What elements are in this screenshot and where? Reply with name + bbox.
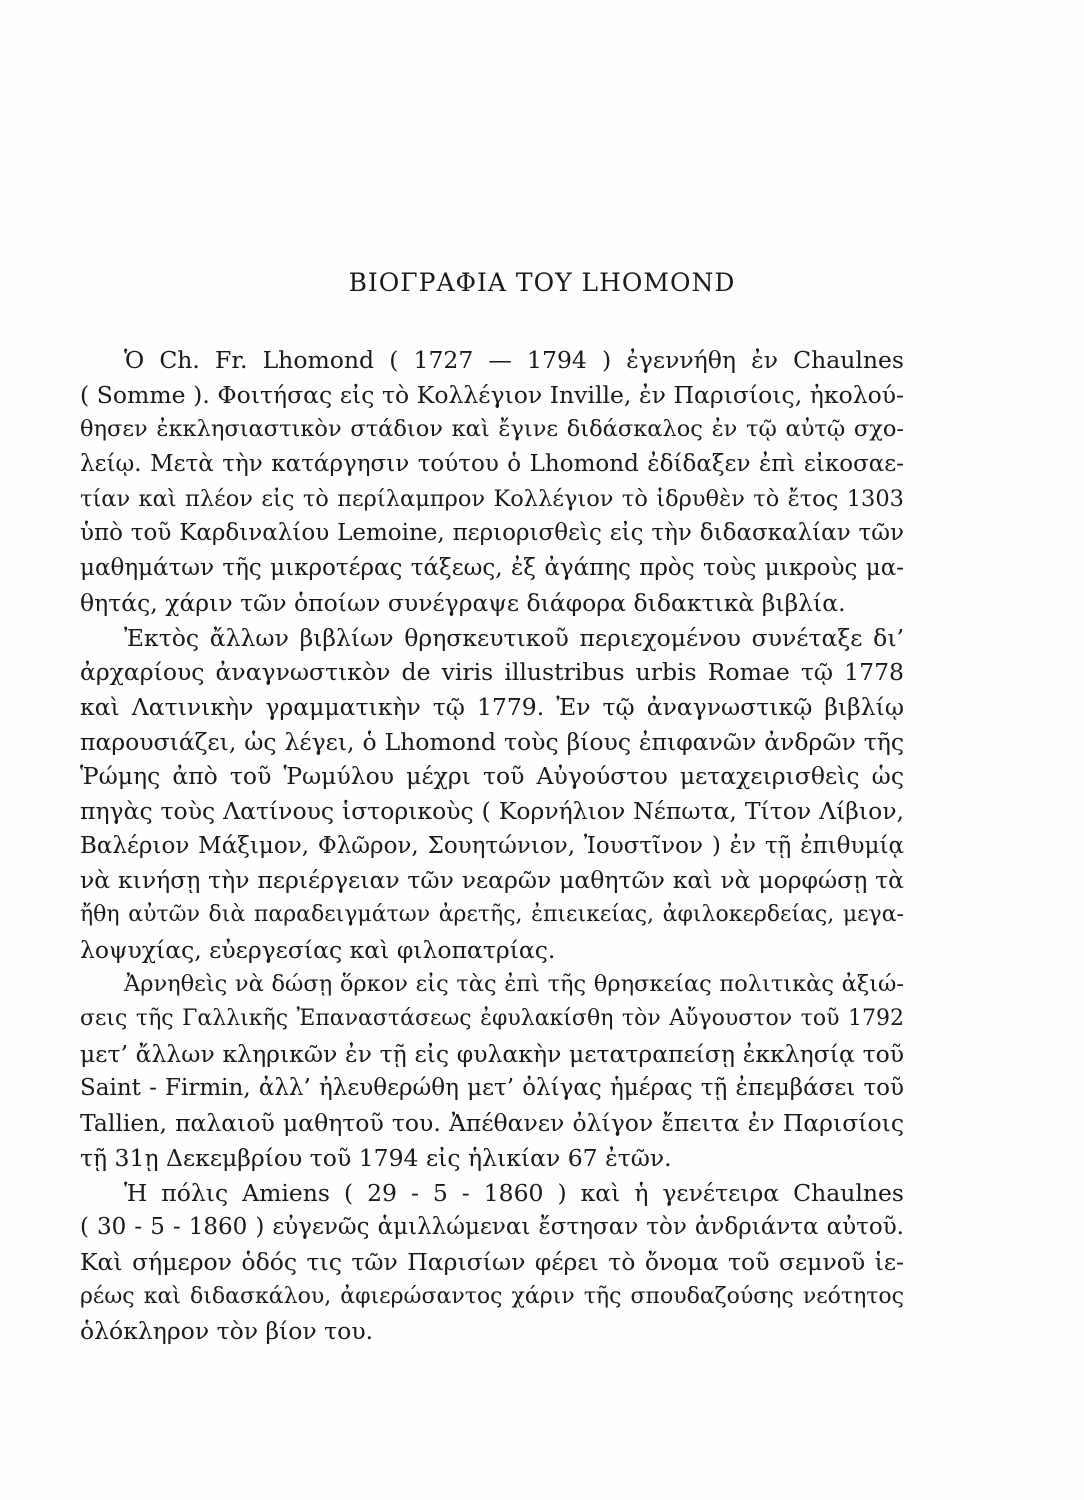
- text-line: πηγὰς τοὺς Λατίνους ἱστορικοὺς ( Κορνήλιον Νέπωτα, Τίτον Λίβιον,: [80, 796, 904, 825]
- text-line: Ἀρνηθεὶς νὰ δώσῃ ὅρκον εἰς τὰς ἐπὶ τῆς θρησκείας πολιτικὰς ἀξιώ-: [124, 971, 904, 998]
- biography-text: [80, 343, 904, 1349]
- text-line: Saint - Firmin, ἀλλ’ ἠλευθερώθη μετ’ ὀλίγας ἡμέρας τῇ ἐπεμβάσει τοῦ: [80, 1075, 904, 1102]
- text-line: Ὁ Ch. Fr. Lhomond ( 1727 — 1794 ) ἐγεννήθη ἐν Chaulnes: [124, 346, 904, 374]
- text-line: ρέως καὶ διδασκάλου, ἀφιερώσαντος χάριν τῆς σπουδαζούσης νεότητος: [80, 1283, 904, 1309]
- text-line: ὁλόκληρον τὸν βίον του.: [80, 1317, 374, 1346]
- text-line: Καὶ σήμερον ὁδός τις τῶν Παρισίων φέρει τὸ ὄνομα τοῦ σεμνοῦ ἱε-: [80, 1247, 904, 1276]
- text-line: σεις τῆς Γαλλικῆς Ἐπαναστάσεως ἐφυλακίσθη τὸν Αὔγουστον τοῦ 1792: [80, 1006, 904, 1032]
- text-line: θησεν ἐκκλησιαστικὸν στάδιον καὶ ἔγινε διδάσκαλος ἐν τῷ αὐτῷ σχο-: [80, 416, 904, 443]
- text-line: Ἐκτὸς ἄλλων βιβλίων θρησκευτικοῦ περιεχομένου συνέταξε δι’: [124, 623, 904, 652]
- text-line: Ἡ πόλις Amiens ( 29 - 5 - 1860 ) καὶ ἡ γενέτειρα Chaulnes: [124, 1178, 904, 1207]
- text-line: Βαλέριον Μάξιμον, Φλῶρον, Σουητώνιον, Ἰουστῖνον ) ἐν τῇ ἐπιθυμίᾳ: [80, 832, 904, 859]
- text-line: Ῥώμης ἀπὸ τοῦ Ῥωμύλου μέχρι τοῦ Αὐγούστου μεταχειρισθεὶς ὡς: [80, 762, 904, 791]
- text-line: παρουσιάζει, ὡς λέγει, ὁ Lhomond τοὺς βίους ἐπιφανῶν ἀνδρῶν τῆς: [80, 727, 904, 756]
- text-line: μαθημάτων τῆς μικροτέρας τάξεως, ἐξ ἀγάπης πρὸς τοὺς μικροὺς μα-: [80, 555, 904, 582]
- text-line: Tallien, παλαιοῦ μαθητοῦ του. Ἀπέθανεν ὀλίγον ἔπειτα ἐν Παρισίοις: [80, 1109, 904, 1138]
- text-line: λοψυχίας, εὐεργεσίας καὶ φιλοπατρίας.: [80, 935, 556, 964]
- text-line: ( 30 - 5 - 1860 ) εὐγενῶς ἁμιλλώμεναι ἔστησαν τὸν ἀνδριάντα αὐτοῦ.: [80, 1214, 904, 1241]
- text-line: ὑπὸ τοῦ Καρδιναλίου Lemoine, περιορισθεὶς εἰς τὴν διδασκαλίαν τῶν: [80, 520, 904, 547]
- text-line: τίαν καὶ πλέον εἰς τὸ περίλαμπρον Κολλέγιον τὸ ἱδρυθὲν τὸ ἔτος 1303: [80, 485, 904, 512]
- text-line: ( Somme ). Φοιτήσας εἰς τὸ Κολλέγιον Inville, ἐν Παρισίοις, ἠκολού-: [80, 380, 904, 409]
- text-line: νὰ κινήσῃ τὴν περιέργειαν τῶν νεαρῶν μαθητῶν καὶ νὰ μορφώσῃ τὰ: [80, 866, 904, 895]
- text-line: μετ’ ἄλλων κληρικῶν ἐν τῇ εἰς φυλακὴν μετατραπείσῃ ἐκκλησίᾳ τοῦ: [80, 1039, 904, 1068]
- text-line: λείῳ. Μετὰ τὴν κατάργησιν τούτου ὁ Lhomond ἐδίδαξεν ἐπὶ εἰκοσαε-: [80, 451, 904, 478]
- text-line: θητάς, χάριν τῶν ὁποίων συνέγραψε διάφορα διδακτικὰ βιβλία.: [80, 588, 846, 617]
- text-line: καὶ Λατινικὴν γραμματικὴν τῷ 1779. Ἐν τῷ ἀναγνωστικῷ βιβλίῳ: [80, 692, 904, 721]
- text-line: ἀρχαρίους ἀναγνωστικὸν de viris illustribus urbis Romae τῷ 1778: [80, 658, 904, 687]
- text-line: ἤθη αὐτῶν διὰ παραδειγμάτων ἀρετῆς, ἐπιεικείας, ἀφιλοκερδείας, μεγα-: [80, 902, 904, 927]
- page-title: ΒΙΟΓΡΑΦΙΑ ΤΟΥ LHOMOND: [348, 268, 736, 297]
- text-line: τῇ 31ῃ Δεκεμβρίου τοῦ 1794 εἰς ἡλικίαν 67 ἐτῶν.: [80, 1143, 672, 1172]
